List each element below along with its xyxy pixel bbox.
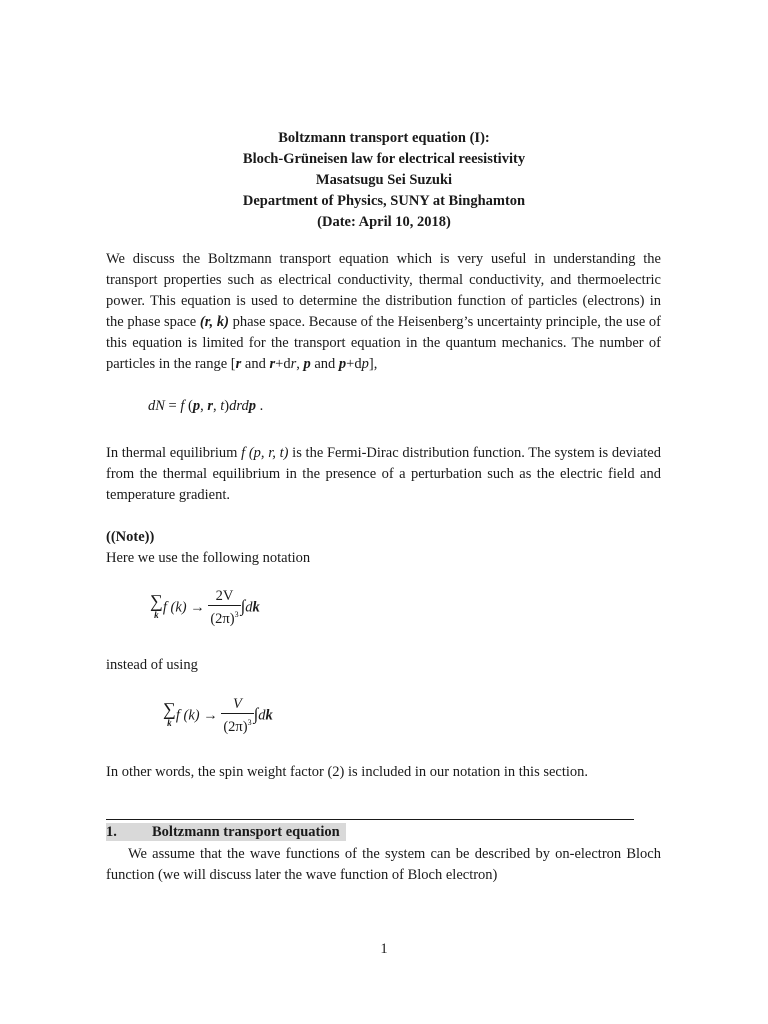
range-r-start: r <box>269 356 276 372</box>
eq2-fraction <box>208 588 240 628</box>
range-comma: , <box>296 356 304 372</box>
eq3-den-exp: 3 <box>247 718 252 727</box>
equilibrium-text-2: is the Fermi-Dirac distribution function. The system is deviated from the thermal equilibrium in the presence of a perturbation such as the electric field and temperature gradient. <box>106 445 661 503</box>
paper-date: (Date: April 10, 2018) <box>317 214 451 230</box>
range-plus-dr: +d <box>275 356 291 372</box>
eq1-equals: = <box>164 398 181 414</box>
note-text: Here we use the following notation <box>106 550 311 566</box>
note-heading: ((Note)) <box>106 529 155 545</box>
section-number: 1. <box>106 824 117 840</box>
eq2-k: k <box>252 599 260 616</box>
eq2-d: d <box>245 599 253 616</box>
eq2-sigma: ∑ <box>150 590 163 611</box>
eq1-lhs: dN <box>148 398 165 414</box>
eq2-den-exp: 3 <box>234 610 239 619</box>
range-dr-r: r <box>290 356 297 372</box>
eq2-denominator <box>208 606 240 628</box>
paper-title: Boltzmann transport equation (I): <box>278 130 490 146</box>
section-divider <box>106 819 634 820</box>
eq1-drd: drd <box>229 398 249 414</box>
title-block <box>0 128 768 233</box>
range-p-start: p <box>338 356 347 372</box>
eq1-paren-close: ) <box>224 398 230 414</box>
spin-weight-note: In other words, the spin weight factor (2) is included in our notation in this section. <box>106 764 589 780</box>
section-paragraph: We assume that the wave functions of the system can be described by on-electron Bloch function (we will discuss later the wave function of Bloch electron) <box>106 846 661 883</box>
sum-symbol <box>150 590 163 622</box>
eq1-t: t <box>220 398 225 414</box>
range-dp-p: p <box>361 356 369 372</box>
eq1-sep-1: , <box>200 398 208 414</box>
page-number: 1 <box>380 941 388 957</box>
range-and-2: and <box>310 356 339 372</box>
section-title: Boltzmann transport equation <box>152 824 340 840</box>
eq1-paren-open: ( <box>184 398 193 414</box>
sum-symbol-2 <box>163 698 176 730</box>
intro-text-1: We discuss the Boltzmann transport equation which is very useful in understanding the transport properties such as electrical conductivity, thermal conductivity, and thermoelectric power. This equation is used to determine the distribution function of particles (electrons) in the phase space <box>106 251 661 330</box>
eq2-numerator: 2V <box>208 588 240 606</box>
paper-subtitle: Bloch-Grüneisen law for electrical reesistivity <box>242 151 526 167</box>
equation-notation-2v <box>150 588 260 628</box>
eq2-arrow: → <box>186 599 209 616</box>
eq3-den-base: (2π) <box>223 718 248 735</box>
eq1-end: . <box>256 398 264 414</box>
eq3-denominator <box>221 714 253 736</box>
range-p: p <box>303 356 311 372</box>
eq2-sum-sub: k <box>154 609 159 620</box>
eq3-sigma: ∑ <box>163 698 176 719</box>
eq3-arrow: → <box>199 707 222 724</box>
eq1-r: r <box>207 398 214 414</box>
eq3-d: d <box>258 707 266 724</box>
range-and-1: and <box>241 356 270 372</box>
range-r: r <box>235 356 242 372</box>
range-close: ], <box>368 356 378 372</box>
section-heading <box>106 823 346 841</box>
intro-text-2: phase space. Because of the Heisenberg’s uncertainty principle, the use of this equation is limited for the transport equation in the quantum mechanics. The number of particles in the range [ <box>106 314 661 372</box>
equilibrium-paragraph <box>106 443 661 506</box>
eq3-fraction <box>221 696 253 736</box>
eq1-f: f <box>180 398 185 414</box>
intro-paragraph <box>106 249 661 375</box>
eq3-numerator: V <box>221 696 253 714</box>
equation-notation-v <box>163 696 273 736</box>
eq2-integral: ∫ <box>240 596 246 616</box>
author-name: Masatsugu Sei Suzuki <box>315 172 453 188</box>
phase-space-symbol: (r, k) <box>199 314 229 330</box>
equilibrium-function: f (p, r, t) <box>241 445 289 461</box>
equation-number-of-particles <box>148 398 263 415</box>
author-affiliation: Department of Physics, SUNY at Binghamton <box>242 193 526 209</box>
equilibrium-text-1: In thermal equilibrium <box>106 445 242 461</box>
eq3-func: f (k) <box>175 707 200 724</box>
eq3-k: k <box>265 707 273 724</box>
eq1-sep-2: , <box>213 398 221 414</box>
eq1-drdp-p: p <box>248 398 256 414</box>
eq3-sum-sub: k <box>167 717 172 728</box>
range-plus-dp: +d <box>346 356 362 372</box>
eq3-integral: ∫ <box>253 704 259 724</box>
eq1-p: p <box>192 398 201 414</box>
eq2-den-base: (2π) <box>210 610 235 627</box>
instead-text: instead of using <box>106 657 198 673</box>
eq2-func: f (k) <box>162 599 187 616</box>
